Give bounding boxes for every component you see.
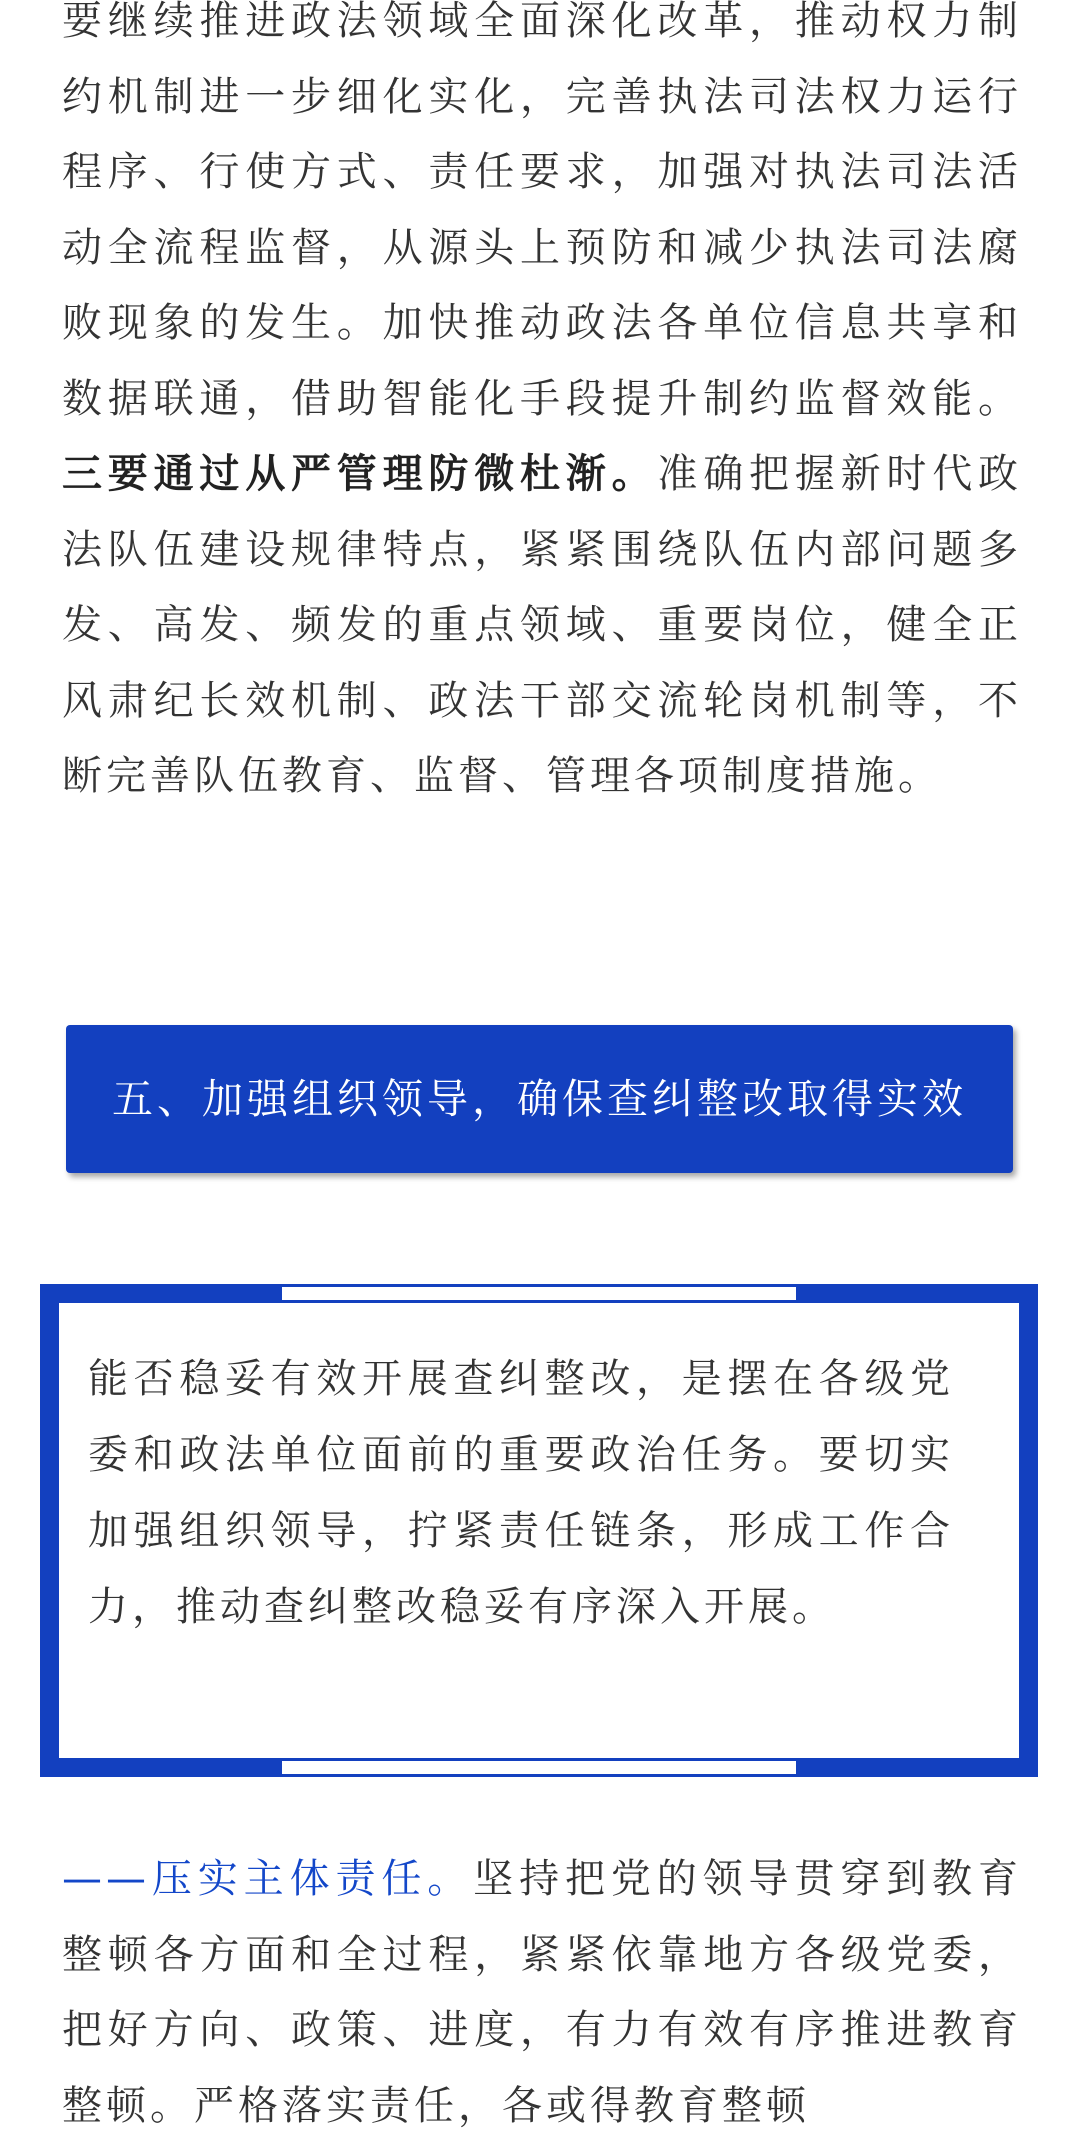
frame-bottom-left-bar bbox=[40, 1761, 282, 1777]
frame-top-line bbox=[282, 1284, 796, 1287]
blue-lead-phrase: ——压实主体责任。 bbox=[62, 1856, 474, 1902]
paragraph-text: 坚持把党的领导贯穿到教育整顿各方面和全过程，紧紧依靠地方各级党委，把好方向、政策、进度，有力有效有序推进教育整顿。严格落实责任，各或得教育整顿 bbox=[62, 1856, 1023, 2129]
body-paragraph bbox=[62, 0, 1022, 815]
paragraph-text: 准确把握新时代政法队伍建设规律特点，紧紧围绕队伍内部问题多发、高发、频发的重点领域、重要岗位，健全正风肃纪长效机制、政法干部交流轮岗机制等，不断完善队伍教育、监督、管理各项制度措施。 bbox=[62, 451, 1023, 799]
frame-bottom-right-bar bbox=[796, 1761, 1038, 1777]
section-heading-banner bbox=[66, 1025, 1013, 1173]
bold-lead-sentence: 三要通过从严管理防微杜渐。 bbox=[62, 451, 658, 497]
section-heading-title: 五、加强组织领导，确保查纠整改取得实效 bbox=[112, 1074, 967, 1123]
frame-bottom-line bbox=[282, 1774, 796, 1777]
frame-top-left-bar bbox=[40, 1284, 282, 1300]
paragraph-text: 要继续推进政法领域全面深化改革，推动权力制约机制进一步细化实化，完善执法司法权力运行程序、行使方式、责任要求，加强对执法司法活动全流程监督，从源头上预防和减少执法司法腐败现象的发生。加快推动政法各单位信息共享和数据联通，借助智能化手段提升制约监督效能。 bbox=[62, 0, 1022, 422]
body-paragraph bbox=[62, 1842, 1022, 2144]
quote-frame-text: 能否稳妥有效开展查纠整改，是摆在各级党委和政法单位面前的重要政治任务。要切实加强组织领导，拧紧责任链条，形成工作合力，推动查纠整改稳妥有序深入开展。 bbox=[88, 1356, 954, 1630]
frame-top-right-bar bbox=[796, 1284, 1038, 1300]
frame-right-bar bbox=[1022, 1284, 1038, 1777]
frame-left-bar bbox=[40, 1284, 56, 1777]
